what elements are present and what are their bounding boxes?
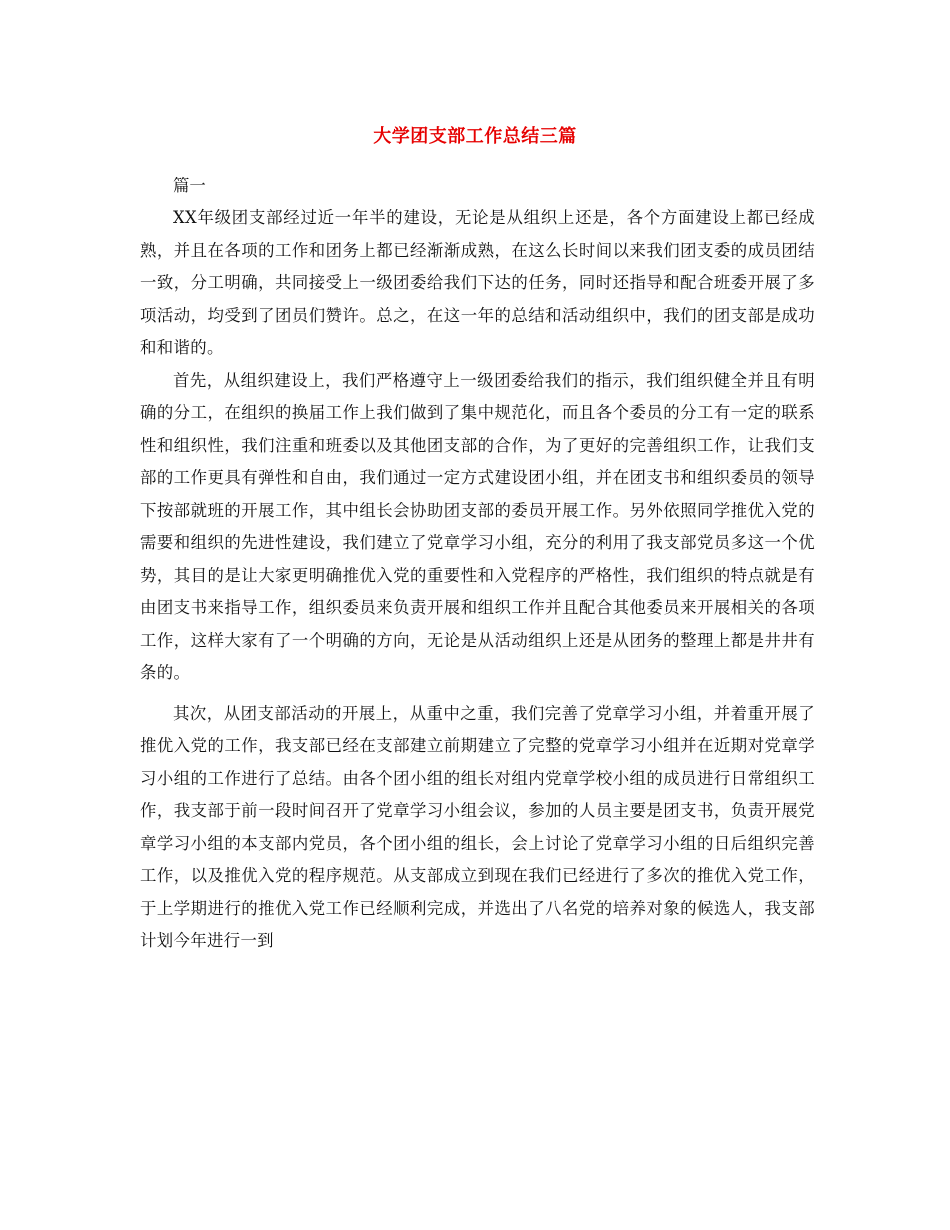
paragraph-3: 其次，从团支部活动的开展上，从重中之重，我们完善了党章学习小组，并着重开展了推优入党的工作，我支部已经在支部建立前期建立了完整的党章学习小组并在近期对党章学习小组的工作进行了总结。由各个团小组的组长对组内党章学校小组的成员进行日常组织工作，我支部于前一段时间召开了党章学习小组会议，参加的人员主要是团支书，负责开展党章学习小组的本支部内党员，各个团小组的组长，会上讨论了党章学习小组的日后组织完善工作，以及推优入党的程序规范。从支部成立到现在我们已经进行了多次的推优入党工作，于上学期进行的推优入党工作已经顺利完成，并选出了八名党的培养对象的候选人，我支部计划今年进行一到 bbox=[140, 703, 815, 950]
document-title: 大学团支部工作总结三篇 bbox=[373, 126, 577, 147]
paragraph-1: XX年级团支部经过近一年半的建设，无论是从组织上还是，各个方面建设上都已经成熟，并且在各项的工作和团务上都已经渐渐成熟，在这么长时间以来我们团支委的成员团结一致，分工明确，共同接受上一级团委给我们下达的任务，同时还指导和配合班委开展了多项活动，均受到了团员们赞许。总之，在这一年的总结和活动组织中，我们的团支部是成功和和谐的。 bbox=[140, 208, 815, 357]
paragraph-2: 首先，从组织建设上，我们严格遵守上一级团委给我们的指示，我们组织健全并且有明确的分工，在组织的换届工作上我们做到了集中规范化，而且各个委员的分工有一定的联系性和组织性，我们注重和班委以及其他团支部的合作，为了更好的完善组织工作，让我们支部的工作更具有弹性和自由，我们通过一定方式建设团小组，并在团支书和组织委员的领导下按部就班的开展工作，其中组长会协助团支部的委员开展工作。另外依照同学推优入党的需要和组织的先进性建设，我们建立了党章学习小组，充分的利用了我支部党员多这一个优势，其目的是让大家更明确推优入党的重要性和入党程序的严格性，我们组织的特点就是有由团支书来指导工作，组织委员来负责开展和组织工作并且配合其他委员来开展相关的各项工作，这样大家有了一个明确的方向，无论是从活动组织上还是从团务的整理上都是井井有条的。 bbox=[140, 370, 815, 682]
section-label: 篇一 bbox=[173, 176, 206, 195]
document-body bbox=[140, 170, 815, 958]
